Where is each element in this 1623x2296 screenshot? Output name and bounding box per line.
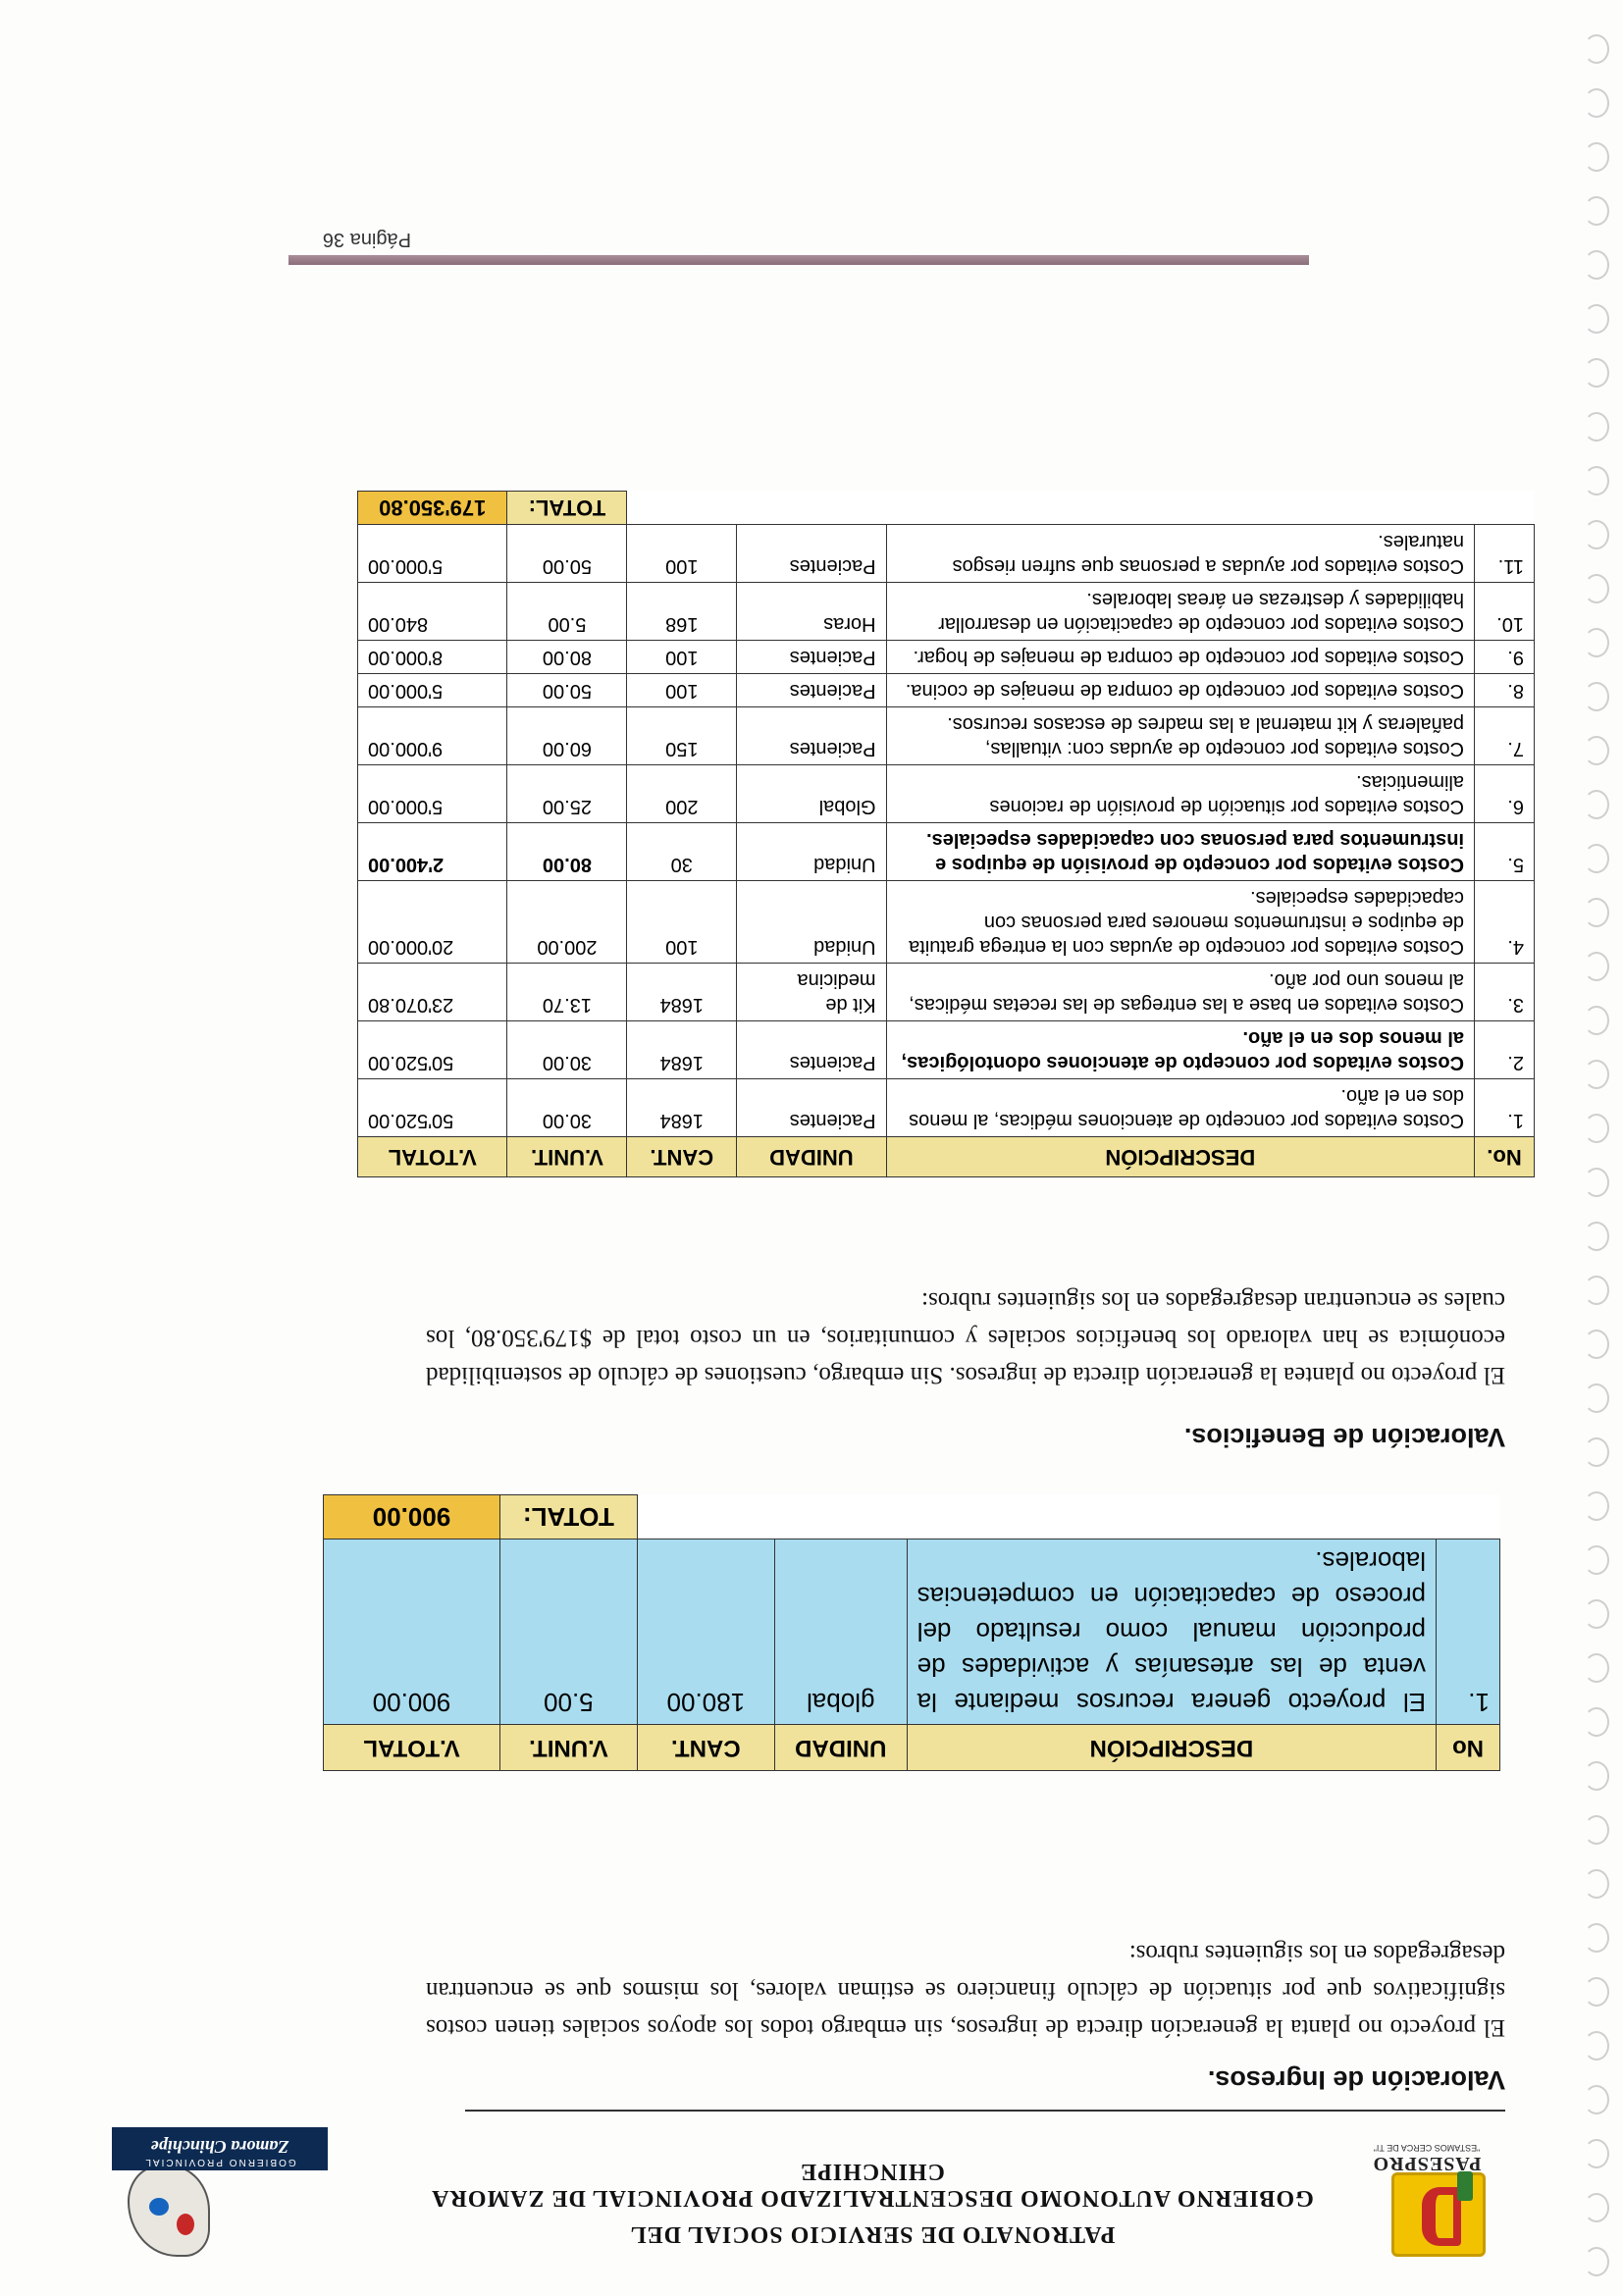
cell-desc: Costos evitados por situación de provisión de raciones alimenticias. [886,765,1475,823]
cell-vtotal: 840.00 [358,583,507,641]
cell-desc: Costos evitados por concepto de compra de menajes de cocina. [886,674,1475,707]
cell-desc: Costos evitados por concepto de ayudas con: vituallas, pañaleras y kit maternal a las madres de escasos recursos. [886,707,1475,765]
cell-unidad: Kit de medicina [737,964,886,1021]
total-value: 179'350.80 [358,492,507,525]
cell-no: 2. [1475,1021,1535,1079]
cell-vunit: 80.00 [507,823,627,881]
cell-vunit: 60.00 [507,707,627,765]
cell-vtotal: 23'070.80 [358,964,507,1021]
cell-cant: 100 [627,674,737,707]
cell-unidad: Global [737,765,886,823]
cell-vunit: 13.70 [507,964,627,1021]
table-row [358,765,1535,823]
cell-unidad: Unidad [737,881,886,964]
total-label: TOTAL: [507,492,627,525]
cell-cant: 30 [627,823,737,881]
beneficios-paragraph: El proyecto no plantea la generación directa de ingresos. Sin embargo, cuestiones de cálculo de sostenibilidad económica se han valorado los beneficios sociales y comunitarios, en un costo total de $179'350.80, los cuales se encuentran desagregados en los siguientes rubros: [426,1287,1505,1388]
cell-vunit: 25.00 [507,765,627,823]
table-row [358,1021,1535,1079]
cell-desc: Costos evitados por concepto de atenciones odontológicas, al menos dos en el año. [886,1021,1475,1079]
cell-cant: 1684 [627,1021,737,1079]
cell-no: 1. [1475,1079,1535,1137]
cell-vtotal: 50'520.00 [358,1021,507,1079]
cell-vtotal: 20'000.00 [358,881,507,964]
cell-unidad: global [774,1539,907,1725]
cell-vunit: 5.00 [507,583,627,641]
cell-vtotal: 5'000.00 [358,765,507,823]
total-row [358,492,1535,525]
cell-vtotal: 50'520.00 [358,1079,507,1137]
cell-no: 10. [1475,583,1535,641]
col-descripcion: DESCRIPCIÓN [907,1725,1436,1771]
cell-vunit: 50.00 [507,525,627,583]
col-unidad: UNIDAD [774,1725,907,1771]
cell-vunit: 50.00 [507,674,627,707]
table-row [358,525,1535,583]
logo-slogan: "ESTAMOS CERCA DE TI" [1373,2143,1481,2153]
table-row [358,964,1535,1021]
table-row [358,583,1535,641]
table-row [358,707,1535,765]
col-unidad: UNIDAD [737,1137,886,1177]
footer-bar [288,255,1309,265]
cell-cant: 168 [627,583,737,641]
cell-cant: 150 [627,707,737,765]
cell-no: 9. [1475,641,1535,674]
col-vtotal: V.TOTAL [358,1137,507,1177]
page-header [112,2119,1505,2267]
binder-holes [1580,20,1609,2276]
cell-vtotal: 5'000.00 [358,525,507,583]
cell-unidad: Pacientes [737,1021,886,1079]
col-cant: CANT. [627,1137,737,1177]
ingresos-heading: Valoración de Ingresos. [1207,2065,1505,2095]
cell-vtotal: 5'000.00 [358,674,507,707]
beneficios-heading: Valoración de Beneficios. [1183,1423,1505,1452]
logo-right-small: GOBIERNO PROVINCIAL [143,2157,296,2167]
cell-desc: Costos evitados por concepto de ayudas con la entrega gratuita de equipos e instrumentos menores para personas con capacidades especiales. [886,881,1475,964]
cell-desc: Costos evitados por concepto de compra de menajes de hogar. [886,641,1475,674]
cell-vtotal: 9'000.00 [358,707,507,765]
pasespro-logo [1358,2139,1505,2267]
table-header-row [324,1725,1500,1771]
cell-cant: 1684 [627,1079,737,1137]
cell-vtotal: 900.00 [324,1539,500,1725]
cell-vtotal: 2'400.00 [358,823,507,881]
cell-desc: Costos evitados por concepto de capacitación en desarrollar habilidades y destrezas en áreas laborales. [886,583,1475,641]
gobierno-provincial-logo [112,2129,328,2267]
table-row [358,1079,1535,1137]
col-vtotal: V.TOTAL [324,1725,500,1771]
cell-no: 3. [1475,964,1535,1021]
table-row [358,641,1535,674]
total-label: TOTAL: [499,1495,637,1539]
col-no: No [1437,1725,1500,1771]
page-number: Página 36 [322,229,411,250]
col-descripcion: DESCRIPCIÓN [886,1137,1475,1177]
cell-no: 4. [1475,881,1535,964]
header-divider [465,2110,1505,2112]
cell-unidad: Horas [737,583,886,641]
total-row [324,1495,1500,1539]
col-cant: CANT. [637,1725,774,1771]
cell-unidad: Unidad [737,823,886,881]
logo-name: PASESPRO [1372,2153,1482,2174]
cell-cant: 100 [627,641,737,674]
cell-cant: 100 [627,525,737,583]
table-row [358,881,1535,964]
cell-cant: 180.00 [637,1539,774,1725]
total-value: 900.00 [324,1495,500,1539]
cell-unidad: Pacientes [737,1079,886,1137]
header-line-2: GOBIERNO AUTONOMO DESCENTRALIZADO PROVINCIAL DE ZAMORA CHINCHIPE [431,2159,1314,2211]
col-no: No. [1475,1137,1535,1177]
cell-vunit: 80.00 [507,641,627,674]
cell-vtotal: 8'000.00 [358,641,507,674]
col-vunit: V.UNIT. [507,1137,627,1177]
cell-desc: El proyecto genera recursos mediante la venta de las artesanías y actividades de producción manual como resultado del proceso de capacitación en competencias laborales. [907,1539,1436,1725]
ingresos-table [323,1494,1500,1771]
header-title [406,2158,1338,2247]
cell-vunit: 30.00 [507,1079,627,1137]
cell-desc: Costos evitados por concepto de atenciones médicas, al menos dos en el año. [886,1079,1475,1137]
cell-cant: 100 [627,881,737,964]
col-vunit: V.UNIT. [499,1725,637,1771]
ingresos-paragraph: El proyecto no planta la generación directa de ingresos, sin embargo todos los apoyos sociales tienen costos significativos que por situación de cálculo financiero se estiman valores, los mismos que se encuentran desagregados en los siguientes rubros: [426,1940,1505,2041]
cell-desc: Costos evitados por concepto de provisión de equipos e instrumentos para personas con capacidades especiales. [886,823,1475,881]
cell-cant: 200 [627,765,737,823]
table-row [324,1539,1500,1725]
cell-cant: 1684 [627,964,737,1021]
table-row [358,823,1535,881]
cell-vunit: 200.00 [507,881,627,964]
cell-no: 11. [1475,525,1535,583]
cell-vunit: 5.00 [499,1539,637,1725]
cell-desc: Costos evitados por ayudas a personas que sufren riesgos naturales. [886,525,1475,583]
cell-desc: Costos evitados en base a las entregas de las recetas médicas, al menos uno por año. [886,964,1475,1021]
cell-no: 6. [1475,765,1535,823]
cell-no: 7. [1475,707,1535,765]
header-line-1: PATRONATO DE SERVICIO SOCIAL DEL [629,2221,1116,2247]
beneficios-table [357,491,1535,1177]
cell-no: 8. [1475,674,1535,707]
table-row [358,674,1535,707]
cell-unidad: Pacientes [737,674,886,707]
cell-no: 1. [1437,1539,1500,1725]
cell-unidad: Pacientes [737,707,886,765]
cell-unidad: Pacientes [737,525,886,583]
logo-right-big: Zamora Chinchipe [150,2137,289,2157]
cell-vunit: 30.00 [507,1021,627,1079]
cell-no: 5. [1475,823,1535,881]
province-map-icon [128,2165,210,2257]
table-header-row [358,1137,1535,1177]
cell-unidad: Pacientes [737,641,886,674]
